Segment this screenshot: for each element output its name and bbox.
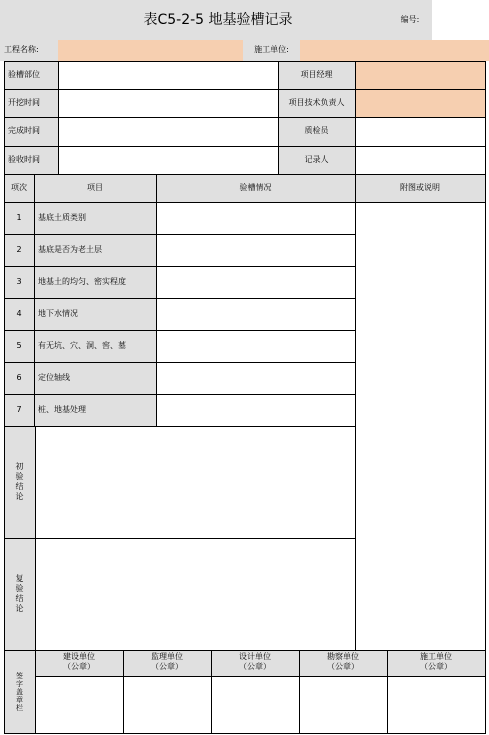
signature-field[interactable] <box>123 676 211 733</box>
header-item: 项目 <box>87 182 103 192</box>
unit-seal-note: （公章） <box>63 662 95 672</box>
row-status-field[interactable] <box>156 362 355 394</box>
unit-name: 设计单位 <box>239 652 271 662</box>
initial-conclusion-field[interactable] <box>35 426 355 538</box>
signature-field[interactable] <box>387 676 485 733</box>
excavation-time-field[interactable] <box>58 89 278 117</box>
grid-line <box>355 174 356 650</box>
header-status: 验槽情况 <box>239 182 272 192</box>
row-no: 5 <box>16 340 22 350</box>
grid-line <box>4 146 486 147</box>
signature-side-label: 签 字 盖 章 栏 <box>16 671 23 712</box>
project-manager-field[interactable] <box>355 61 485 89</box>
label-quality-inspector: 质检员 <box>304 126 329 136</box>
label-acceptance-time: 验收时间 <box>8 154 40 164</box>
row-no: 2 <box>16 244 22 254</box>
notes-field[interactable] <box>355 202 485 650</box>
label-project-manager: 项目经理 <box>300 69 333 79</box>
row-no: 6 <box>16 372 22 382</box>
signature-field[interactable] <box>35 676 123 733</box>
tech-lead-field[interactable] <box>355 89 485 117</box>
construction-unit-label: 施工单位: <box>254 45 289 55</box>
unit-name: 建设单位 <box>63 652 95 662</box>
grid-line <box>4 89 486 90</box>
label-excavation-time: 开挖时间 <box>8 97 40 107</box>
grid-line <box>123 650 124 733</box>
row-item: 地下水情况 <box>38 308 78 318</box>
row-item: 有无坑、穴、洞、窖、墓 <box>38 340 126 350</box>
grid-line <box>355 61 356 174</box>
label-recorder: 记录人 <box>304 154 329 164</box>
label-completion-time: 完成时间 <box>8 126 40 136</box>
row-no: 4 <box>16 308 22 318</box>
grid-line <box>4 234 355 235</box>
signature-field[interactable] <box>299 676 387 733</box>
grid-line <box>4 538 355 539</box>
row-item: 桩、地基处理 <box>38 404 86 414</box>
unit-name: 施工单位 <box>420 652 452 662</box>
frame-top <box>4 61 486 62</box>
grid-line <box>4 117 486 118</box>
unit-seal-note: （公章） <box>151 662 183 672</box>
review-conclusion-field[interactable] <box>35 538 355 650</box>
row-item: 基底土质类别 <box>38 212 86 222</box>
review-conclusion-label: 复 验 结 论 <box>15 574 24 613</box>
unit-seal-note: （公章） <box>327 662 359 672</box>
grid-line <box>387 650 388 733</box>
completion-time-field[interactable] <box>58 117 278 146</box>
label-inspection-area: 验槽部位 <box>8 69 40 79</box>
quality-inspector-field[interactable] <box>355 117 485 146</box>
frame-left <box>4 61 5 734</box>
initial-conclusion-label: 初 验 结 论 <box>15 462 24 501</box>
page-title: 表C5-2-5 地基验槽记录 <box>143 11 293 28</box>
unit-name: 监理单位 <box>151 652 183 662</box>
grid-line <box>4 266 355 267</box>
row-status-field[interactable] <box>156 266 355 298</box>
row-no: 1 <box>16 212 22 222</box>
signature-field[interactable] <box>211 676 299 733</box>
grid-line <box>35 676 486 677</box>
number-field[interactable] <box>432 0 489 40</box>
grid-line <box>299 650 300 733</box>
grid-line <box>4 426 355 427</box>
grid-line <box>278 61 279 174</box>
row-status-field[interactable] <box>156 330 355 362</box>
grid-line <box>58 61 59 174</box>
frame-right <box>485 61 486 734</box>
header-no: 项次 <box>11 182 27 192</box>
project-name-field[interactable] <box>58 40 243 61</box>
row-item: 定位轴线 <box>38 372 70 382</box>
row-status-field[interactable] <box>156 202 355 234</box>
inspection-area-field[interactable] <box>58 61 278 89</box>
grid-line <box>34 174 35 426</box>
row-item: 地基土的均匀、密实程度 <box>38 276 126 286</box>
grid-line <box>4 650 486 651</box>
row-no: 3 <box>16 276 22 286</box>
row-status-field[interactable] <box>156 298 355 330</box>
recorder-field[interactable] <box>355 146 485 174</box>
header-notes: 附图或说明 <box>400 182 440 192</box>
grid-line <box>156 174 157 426</box>
unit-name: 勘察单位 <box>327 652 359 662</box>
grid-line <box>4 298 355 299</box>
row-status-field[interactable] <box>156 234 355 266</box>
unit-seal-note: （公章） <box>239 662 271 672</box>
row-status-field[interactable] <box>156 394 355 426</box>
row-item: 基底是否为老土层 <box>38 244 102 254</box>
grid-line <box>211 650 212 733</box>
row-no: 7 <box>16 404 22 414</box>
construction-unit-field[interactable] <box>300 40 489 61</box>
label-tech-lead: 项目技术负责人 <box>288 97 345 107</box>
grid-line <box>4 394 355 395</box>
grid-line <box>4 174 486 175</box>
project-name-label: 工程名称: <box>4 45 39 55</box>
frame-bottom <box>4 733 486 734</box>
number-label: 编号: <box>400 14 420 24</box>
acceptance-time-field[interactable] <box>58 146 278 174</box>
grid-line <box>4 362 355 363</box>
grid-line <box>4 330 355 331</box>
grid-line <box>35 426 36 733</box>
grid-line <box>4 202 486 203</box>
unit-seal-note: （公章） <box>420 662 452 672</box>
